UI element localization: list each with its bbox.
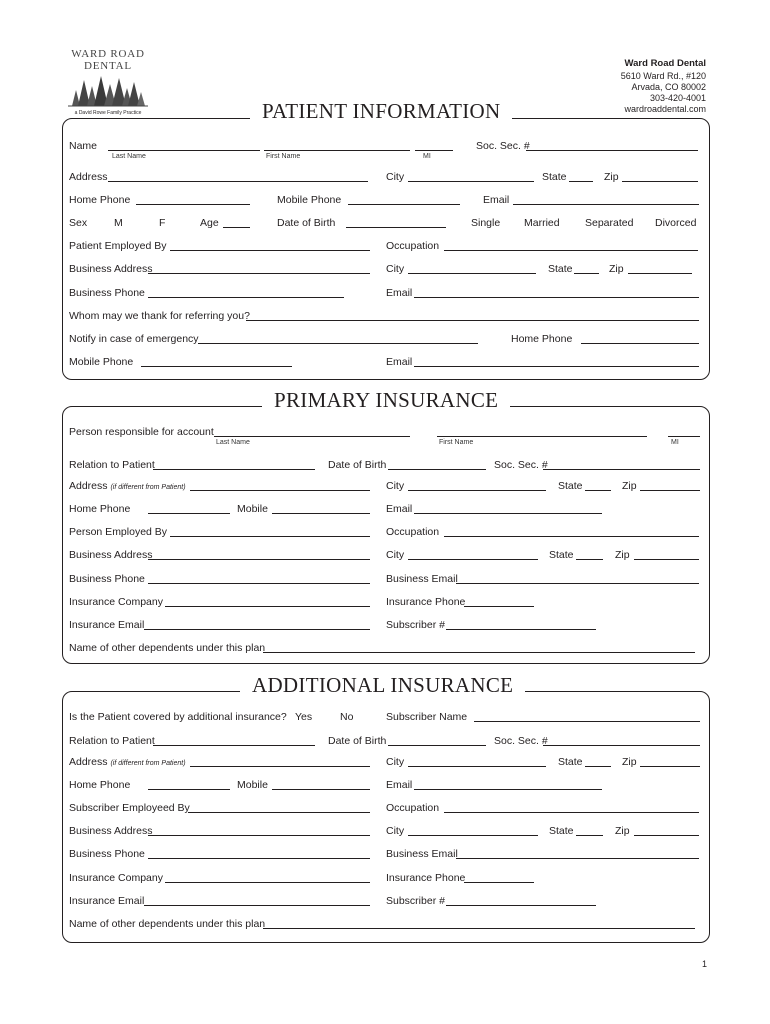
business-state-label: State xyxy=(548,263,573,275)
a-subscriber-field[interactable] xyxy=(446,905,596,906)
responsible-last-hint: Last Name xyxy=(216,439,250,446)
a-ins-company-label: Insurance Company xyxy=(69,872,163,884)
a-subscriber-name-field[interactable] xyxy=(474,721,700,722)
a-business-address-label: Business Address xyxy=(69,825,153,837)
business-email-field[interactable] xyxy=(414,297,699,298)
p-ins-email-field[interactable] xyxy=(144,629,370,630)
emergency-label: Notify in case of emergency xyxy=(69,333,199,345)
p-subscriber-field[interactable] xyxy=(446,629,596,630)
p-zip-field[interactable] xyxy=(640,490,700,491)
logo-line2: DENTAL xyxy=(84,60,132,72)
state-field[interactable] xyxy=(569,181,593,182)
p-city-label: City xyxy=(386,480,405,492)
a-business-email-field[interactable] xyxy=(456,858,699,859)
email-field[interactable] xyxy=(513,204,699,205)
p-address-text: Address xyxy=(69,480,108,492)
a-ins-company-field[interactable] xyxy=(165,882,370,883)
a-ins-phone-label: Insurance Phone xyxy=(386,872,466,884)
p-address-field[interactable] xyxy=(190,490,370,491)
p-ins-email-label: Insurance Email xyxy=(69,619,145,631)
additional-insurance-title: ADDITIONAL INSURANCE xyxy=(240,674,525,696)
a-address-text: Address xyxy=(69,756,108,768)
a-ssn-label: Soc. Sec. # xyxy=(494,735,548,747)
p-employed-by-label: Person Employed By xyxy=(69,526,168,538)
name-label: Name xyxy=(69,140,98,152)
p-business-phone-field[interactable] xyxy=(148,583,370,584)
first-name-hint: First Name xyxy=(266,153,301,160)
tree-logo-icon xyxy=(62,72,154,108)
referral-label: Whom may we thank for referring you? xyxy=(69,310,250,322)
responsible-mi-field[interactable] xyxy=(668,436,700,437)
a-business-address-field[interactable] xyxy=(148,835,370,836)
mi-hint: MI xyxy=(423,153,431,160)
state-label: State xyxy=(542,171,567,183)
a-email-field[interactable] xyxy=(414,789,602,790)
p-business-zip-label: Zip xyxy=(615,549,630,561)
business-phone-field[interactable] xyxy=(148,297,344,298)
last-name-field[interactable] xyxy=(108,150,260,151)
p-business-city-label: City xyxy=(386,549,405,561)
a-subscriber-name-label: Subscriber Name xyxy=(386,711,468,723)
patient-info-title: PATIENT INFORMATION xyxy=(250,100,512,122)
age-field[interactable] xyxy=(223,227,250,228)
business-state-field[interactable] xyxy=(574,273,599,274)
sex-label: Sex xyxy=(69,217,88,229)
a-dependents-field[interactable] xyxy=(263,928,695,929)
a-mobile-label: Mobile xyxy=(237,779,268,791)
a-home-phone-field[interactable] xyxy=(148,789,230,790)
separated-option[interactable]: Separated xyxy=(585,217,634,229)
logo-line1: WARD ROAD xyxy=(71,48,145,60)
a-mobile-field[interactable] xyxy=(272,789,370,790)
a-address-field[interactable] xyxy=(190,766,370,767)
a-business-phone-label: Business Phone xyxy=(69,848,145,860)
p-state-field[interactable] xyxy=(585,490,611,491)
ssn-label: Soc. Sec. # xyxy=(476,140,530,152)
emergency-home-phone-field[interactable] xyxy=(581,343,699,344)
emergency-mobile-label: Mobile Phone xyxy=(69,356,134,368)
a-city-label: City xyxy=(386,756,405,768)
a-employed-by-label: Subscriber Employeed By xyxy=(69,802,190,814)
mobile-phone-field[interactable] xyxy=(348,204,460,205)
address-label: Address xyxy=(69,171,108,183)
emergency-mobile-field[interactable] xyxy=(141,366,292,367)
a-ins-phone-field[interactable] xyxy=(464,882,534,883)
single-option[interactable]: Single xyxy=(471,217,501,229)
p-relation-field[interactable] xyxy=(153,469,315,470)
a-business-phone-field[interactable] xyxy=(148,858,370,859)
home-phone-label: Home Phone xyxy=(69,194,131,206)
a-dependents-label: Name of other dependents under this plan xyxy=(69,918,266,930)
occupation-field[interactable] xyxy=(444,250,698,251)
p-dependents-field[interactable] xyxy=(263,652,695,653)
a-business-city-label: City xyxy=(386,825,405,837)
emergency-home-phone-label: Home Phone xyxy=(511,333,573,345)
responsible-label: Person responsible for account xyxy=(69,426,214,438)
p-ins-phone-field[interactable] xyxy=(464,606,534,607)
practice-city: Arvada, CO 80002 xyxy=(631,82,706,92)
business-city-label: City xyxy=(386,263,405,275)
a-business-state-field[interactable] xyxy=(576,835,603,836)
practice-info xyxy=(621,58,706,115)
page-number: 1 xyxy=(702,959,708,969)
mobile-phone-label: Mobile Phone xyxy=(277,194,342,206)
referral-field[interactable] xyxy=(246,320,699,321)
last-name-hint: Last Name xyxy=(112,153,146,160)
p-mobile-field[interactable] xyxy=(272,513,370,514)
a-business-city-field[interactable] xyxy=(408,835,538,836)
practice-logo xyxy=(62,48,154,120)
p-mobile-label: Mobile xyxy=(237,503,268,515)
a-dob-field[interactable] xyxy=(388,745,486,746)
address-field[interactable] xyxy=(108,181,368,182)
a-covered-label: Is the Patient covered by additional insurance? xyxy=(69,711,287,723)
a-yes-option[interactable]: Yes xyxy=(295,711,313,723)
sex-m-option[interactable]: M xyxy=(114,217,123,229)
a-relation-field[interactable] xyxy=(153,745,315,746)
p-employed-by-field[interactable] xyxy=(170,536,370,537)
a-subscriber-label: Subscriber # xyxy=(386,895,445,907)
employed-by-field[interactable] xyxy=(170,250,370,251)
emergency-email-label: Email xyxy=(386,356,413,368)
p-business-address-label: Business Address xyxy=(69,549,153,561)
email-label: Email xyxy=(483,194,510,206)
first-name-field[interactable] xyxy=(264,150,410,151)
p-ssn-field[interactable] xyxy=(543,469,700,470)
married-option[interactable]: Married xyxy=(524,217,560,229)
a-ssn-field[interactable] xyxy=(543,745,700,746)
a-city-field[interactable] xyxy=(408,766,546,767)
divorced-option[interactable]: Divorced xyxy=(655,217,697,229)
emergency-email-field[interactable] xyxy=(414,366,699,367)
a-business-zip-label: Zip xyxy=(615,825,630,837)
a-zip-label: Zip xyxy=(622,756,637,768)
p-business-email-field[interactable] xyxy=(456,583,699,584)
p-occupation-label: Occupation xyxy=(386,526,440,538)
responsible-first-field[interactable] xyxy=(437,436,647,437)
practice-address: 5610 Ward Rd., #120 xyxy=(620,71,706,81)
a-business-email-label: Business Email xyxy=(386,848,458,860)
city-label: City xyxy=(386,171,405,183)
p-business-email-label: Business Email xyxy=(386,573,458,585)
mi-field[interactable] xyxy=(415,150,453,151)
p-occupation-field[interactable] xyxy=(444,536,699,537)
p-business-state-label: State xyxy=(549,549,574,561)
dob-label: Date of Birth xyxy=(277,217,336,229)
a-ins-email-label: Insurance Email xyxy=(69,895,145,907)
practice-name: Ward Road Dental xyxy=(624,58,706,69)
occupation-label: Occupation xyxy=(386,240,440,252)
p-home-phone-label: Home Phone xyxy=(69,503,131,515)
business-zip-label: Zip xyxy=(609,263,624,275)
a-relation-label: Relation to Patient xyxy=(69,735,155,747)
responsible-mi-hint: MI xyxy=(671,439,679,446)
p-zip-label: Zip xyxy=(622,480,637,492)
p-dependents-label: Name of other dependents under this plan xyxy=(69,642,266,654)
home-phone-field[interactable] xyxy=(136,204,250,205)
p-business-phone-label: Business Phone xyxy=(69,573,145,585)
age-label: Age xyxy=(200,217,219,229)
business-city-field[interactable] xyxy=(408,273,536,274)
p-dob-field[interactable] xyxy=(388,469,486,470)
business-address-label: Business Address xyxy=(69,263,153,275)
p-email-label: Email xyxy=(386,503,413,515)
a-business-zip-field[interactable] xyxy=(634,835,699,836)
city-field[interactable] xyxy=(408,181,534,182)
business-email-label: Email xyxy=(386,287,413,299)
p-business-state-field[interactable] xyxy=(576,559,603,560)
p-dob-label: Date of Birth xyxy=(328,459,387,471)
practice-phone: 303-420-4001 xyxy=(649,93,706,103)
a-address-note: (if different from Patient) xyxy=(110,760,186,767)
sex-f-option[interactable]: F xyxy=(159,217,166,229)
a-address-label xyxy=(69,756,186,770)
p-state-label: State xyxy=(558,480,583,492)
a-ins-email-field[interactable] xyxy=(144,905,370,906)
a-zip-field[interactable] xyxy=(640,766,700,767)
p-relation-label: Relation to Patient xyxy=(69,459,155,471)
p-ins-phone-label: Insurance Phone xyxy=(386,596,466,608)
zip-field[interactable] xyxy=(622,181,698,182)
p-subscriber-label: Subscriber # xyxy=(386,619,445,631)
a-employed-by-field[interactable] xyxy=(188,812,370,813)
a-state-field[interactable] xyxy=(585,766,611,767)
p-ins-company-field[interactable] xyxy=(165,606,370,607)
logo-tagline: a David Rowe Family Practice xyxy=(74,110,142,116)
ssn-field[interactable] xyxy=(526,150,698,151)
p-ins-company-label: Insurance Company xyxy=(69,596,163,608)
responsible-first-hint: First Name xyxy=(439,439,474,446)
emergency-field[interactable] xyxy=(198,343,478,344)
p-email-field[interactable] xyxy=(414,513,602,514)
business-address-field[interactable] xyxy=(148,273,370,274)
responsible-last-field[interactable] xyxy=(214,436,410,437)
p-business-zip-field[interactable] xyxy=(634,559,699,560)
practice-website[interactable]: wardroaddental.com xyxy=(624,104,706,114)
p-city-field[interactable] xyxy=(408,490,546,491)
a-occupation-field[interactable] xyxy=(444,812,699,813)
p-home-phone-field[interactable] xyxy=(148,513,230,514)
p-address-label xyxy=(69,480,186,494)
primary-insurance-title: PRIMARY INSURANCE xyxy=(262,389,510,411)
p-ssn-label: Soc. Sec. # xyxy=(494,459,548,471)
p-address-note: (if different from Patient) xyxy=(110,484,186,491)
dob-field[interactable] xyxy=(346,227,446,228)
a-business-state-label: State xyxy=(549,825,574,837)
a-home-phone-label: Home Phone xyxy=(69,779,131,791)
employed-by-label: Patient Employed By xyxy=(69,240,167,252)
p-business-city-field[interactable] xyxy=(408,559,538,560)
a-dob-label: Date of Birth xyxy=(328,735,387,747)
zip-label: Zip xyxy=(604,171,619,183)
a-occupation-label: Occupation xyxy=(386,802,440,814)
a-email-label: Email xyxy=(386,779,413,791)
business-phone-label: Business Phone xyxy=(69,287,145,299)
a-no-option[interactable]: No xyxy=(340,711,354,723)
p-business-address-field[interactable] xyxy=(148,559,370,560)
business-zip-field[interactable] xyxy=(628,273,692,274)
a-state-label: State xyxy=(558,756,583,768)
